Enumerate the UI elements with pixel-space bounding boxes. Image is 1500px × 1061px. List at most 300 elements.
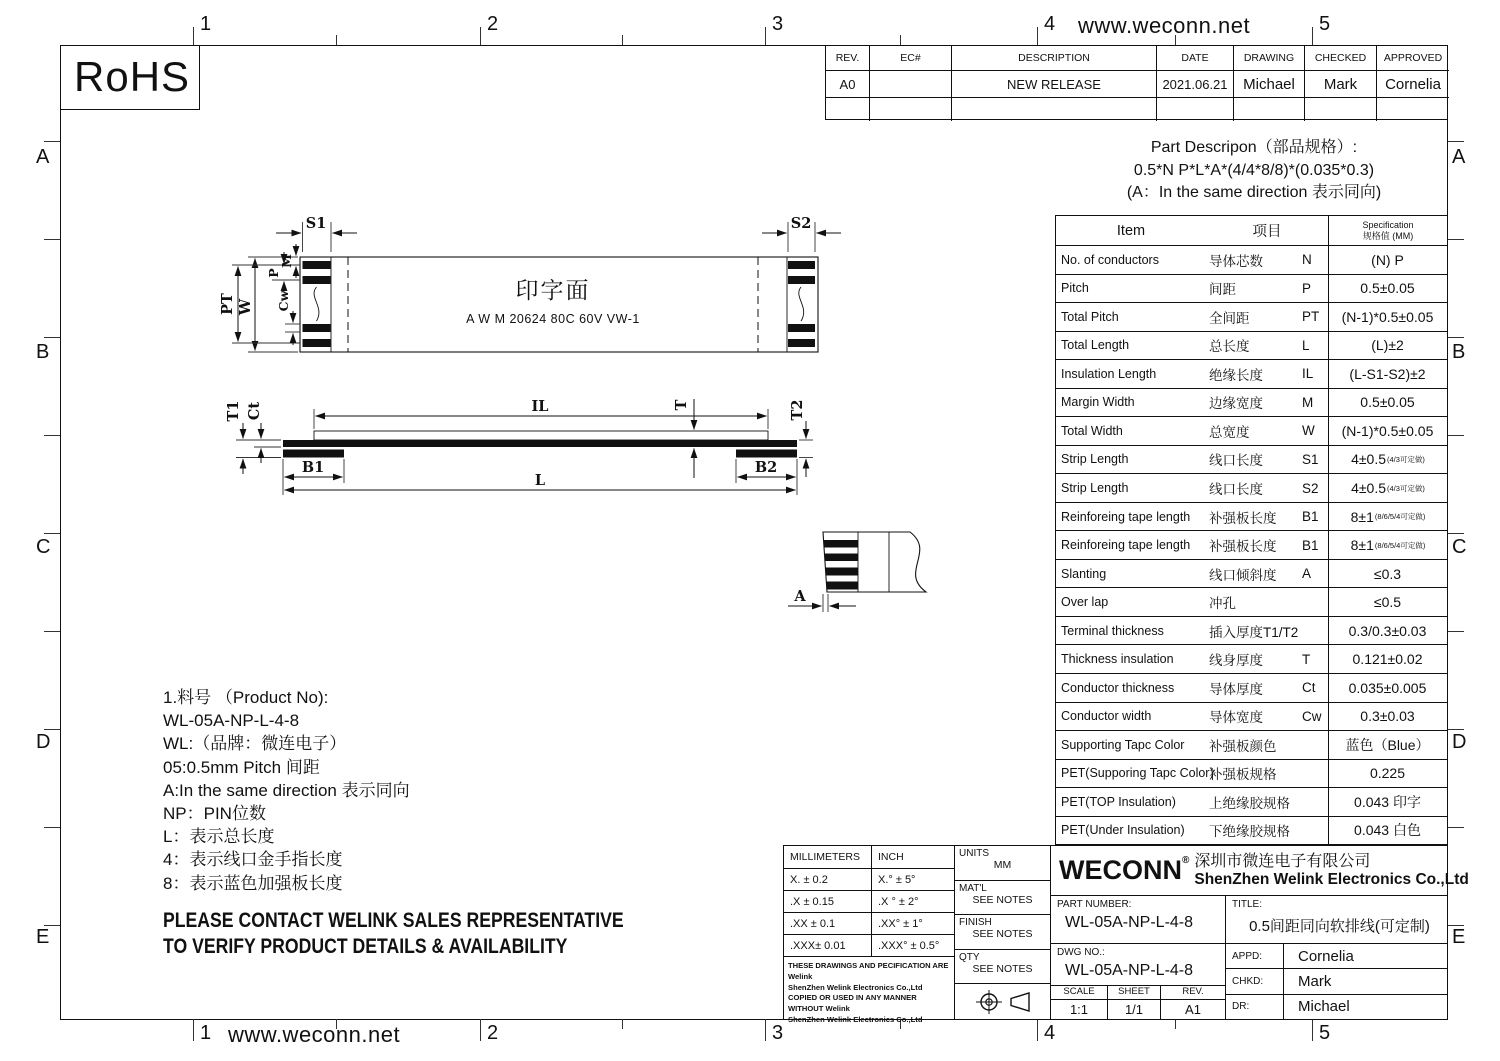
spec-table-row: [1056, 616, 1447, 645]
signature-column: [1226, 944, 1447, 1019]
grid-number-top: 2: [487, 13, 499, 35]
spec-item-value: [1328, 446, 1447, 474]
grid-mid-tick: [336, 35, 337, 45]
spec-value-main: (L-S1-S2)±2: [1349, 365, 1426, 382]
rev-table-cell: [1304, 98, 1376, 121]
website-url-bottom: www.weconn.net: [228, 1022, 401, 1047]
spec-item-value: [1328, 360, 1447, 388]
spec-table-row: [1056, 245, 1447, 274]
tolerance-grid: [784, 846, 954, 957]
spec-item-value: [1328, 389, 1447, 417]
dim-b1-b2-l: [283, 459, 797, 495]
spec-item-cn: 绝缘长度: [1209, 367, 1263, 383]
info-column: [955, 845, 1050, 1020]
spec-table-row: [1056, 416, 1447, 445]
dwg-scale-column: [1051, 944, 1226, 1019]
scale-column: [1051, 986, 1108, 1019]
tolerance-table: [783, 845, 955, 1024]
spec-item-symbol: IL: [1302, 366, 1314, 382]
tolerance-header: MILLIMETERS: [784, 846, 871, 869]
spec-value-note: (4/3可定做): [1387, 483, 1425, 493]
spec-item-en: PET(Supporing Tapc Color): [1061, 766, 1214, 781]
rev-table-cell: [951, 98, 1156, 121]
spec-table-row: [1056, 274, 1447, 303]
spec-header-spec-line2: 规格值 (MM): [1362, 230, 1414, 241]
spec-item-cn: 上绝缘胶规格: [1209, 795, 1290, 811]
spec-value-main: 0.5±0.05: [1360, 394, 1415, 411]
grid-letter-tick: [44, 141, 60, 142]
spec-value-main: 0.043 印字: [1354, 793, 1421, 810]
dim-label-t1: T1: [225, 400, 242, 422]
spec-table-row: [1056, 587, 1447, 616]
grid-number-bottom: 1: [200, 1022, 212, 1044]
spec-item-en: Insulation Length: [1061, 366, 1157, 381]
spec-item-value: [1328, 703, 1447, 731]
grid-mid-tick: [900, 35, 901, 45]
spec-value-main: (N-1)*0.5±0.05: [1341, 308, 1434, 325]
product-note-line: 05:0.5mm Pitch 间距: [163, 757, 320, 777]
dim-label-t2: T2: [789, 399, 806, 421]
spec-item-en: Supporting Tapc Color: [1061, 737, 1185, 752]
spec-item-cn: 导体厚度: [1209, 681, 1263, 697]
rev-table-header: APPROVED: [1376, 46, 1449, 71]
spec-item-en: Reinforeing tape length: [1061, 538, 1191, 553]
grid-letter-tick: [44, 435, 60, 436]
spec-item-symbol: A: [1302, 566, 1312, 582]
spec-item-en: Total Pitch: [1061, 309, 1119, 324]
chkd-row: [1226, 969, 1447, 994]
spec-table-row: [1056, 702, 1447, 731]
spec-item-en: Over lap: [1061, 595, 1109, 610]
spec-table-row: [1056, 473, 1447, 502]
spec-item-en: Conductor thickness: [1061, 680, 1175, 695]
material-cell: [955, 881, 1050, 916]
grid-letter-tick: [1448, 631, 1464, 632]
spec-item-cn: 线口长度: [1209, 482, 1263, 498]
rev-table-cell: [869, 71, 951, 98]
spec-value-main: 0.3±0.03: [1360, 708, 1415, 725]
spec-item-value: [1328, 503, 1447, 531]
dim-label-w: W: [237, 298, 254, 316]
disclaimer-line: THESE DRAWINGS AND PECIFICATION ARE Welink: [788, 961, 949, 981]
grid-tick: [765, 1019, 766, 1041]
spec-table-row: [1056, 331, 1447, 360]
dim-label-b2: B2: [754, 459, 778, 476]
rev-table-cell: NEW RELEASE: [951, 71, 1156, 98]
finish-cell: [955, 915, 1050, 950]
grid-number-top: 4: [1044, 13, 1056, 35]
rev-table-header: CHECKED: [1304, 46, 1376, 71]
contact-line-2: TO VERIFY PRODUCT DETAILS & AVAILABILITY: [163, 935, 568, 958]
dim-il: [314, 398, 768, 429]
spec-header-spec-line1: Specification: [1362, 219, 1414, 230]
spec-item-cn: 补强板颜色: [1209, 738, 1277, 754]
spec-table-row: [1056, 816, 1447, 845]
grid-tick: [480, 1019, 481, 1041]
spec-item-en: No. of conductors: [1061, 252, 1159, 267]
spec-value-main: 0.043 白色: [1354, 822, 1421, 839]
spec-item-en: Total Length: [1061, 338, 1130, 353]
grid-letter-tick: [44, 533, 60, 534]
spec-value-main: ≤0.3: [1373, 565, 1402, 582]
registered-mark: ®: [1182, 855, 1190, 866]
spec-item-value: [1328, 817, 1447, 845]
spec-value-note: (8/6/5/4可定做): [1374, 512, 1426, 522]
chkd-value: Mark: [1298, 972, 1332, 990]
grid-letter-left: A: [36, 146, 50, 168]
grid-letter-tick: [1448, 925, 1464, 926]
title-value: 0.5间距同向软排线(可定制): [1249, 918, 1430, 935]
spec-item-en: PET(TOP Insulation): [1061, 794, 1176, 809]
appd-row: [1226, 944, 1447, 969]
spec-item-symbol: [1302, 588, 1328, 616]
grid-number-top: 1: [200, 13, 212, 35]
spec-table-row: [1056, 559, 1447, 588]
left-conductor-bars: [303, 261, 331, 347]
title-block: [1050, 845, 1469, 1020]
spec-item-cn: 冲孔: [1209, 596, 1236, 612]
product-note-line: 4：表示线口金手指长度: [163, 850, 343, 870]
spec-value-main: 0.225: [1369, 765, 1406, 782]
rev-table-cell: [869, 98, 951, 121]
product-note-line: A:In the same direction 表示同向: [163, 780, 410, 800]
spec-item-cn: 补强板规格: [1209, 767, 1277, 783]
spec-item-en: Margin Width: [1061, 395, 1135, 410]
grid-letter-tick: [1448, 435, 1464, 436]
spec-item-symbol: P: [1302, 280, 1312, 296]
grid-mid-tick: [622, 1019, 623, 1029]
spec-item-symbol: Cw: [1302, 708, 1322, 724]
spec-value-main: (L)±2: [1371, 337, 1404, 354]
scale-sheet-rev-table: [1051, 986, 1225, 1019]
spec-item-value: [1328, 617, 1447, 645]
grid-letter-left: B: [36, 341, 50, 363]
spec-item-en: Conductor width: [1061, 709, 1152, 724]
dwg-number-cell: [1051, 944, 1225, 986]
rev-table-cell: [1376, 98, 1449, 121]
tolerance-cell: .X ± 0.15: [784, 891, 871, 913]
spec-item-symbol: B1: [1302, 509, 1319, 525]
grid-letter-left: E: [36, 926, 50, 948]
spec-item-symbol: [1302, 817, 1328, 845]
units-value: MM: [993, 859, 1012, 871]
dim-label-m: M: [279, 254, 294, 268]
rev-table-header: DATE: [1156, 46, 1233, 71]
dr-row: [1226, 995, 1447, 1019]
spec-item-cn: 导体芯数: [1209, 253, 1263, 269]
grid-letter-tick: [1448, 337, 1464, 338]
product-note-line: WL-05A-NP-L-4-8: [163, 711, 300, 731]
spec-item-symbol: [1302, 731, 1328, 759]
spec-header-spec: [1328, 216, 1447, 245]
spec-item-value: [1328, 303, 1447, 331]
spec-value-main: 0.3/0.3±0.03: [1348, 622, 1427, 639]
spec-item-en: Strip Length: [1061, 452, 1129, 467]
grid-number-top: 3: [772, 13, 784, 35]
grid-tick: [1312, 27, 1313, 45]
product-note-line: 1.料号 （Product No):: [163, 688, 329, 707]
spec-item-value: [1328, 332, 1447, 360]
dim-label-l: L: [534, 472, 546, 489]
spec-item-symbol: L: [1302, 337, 1310, 353]
tolerance-cell: .X ° ± 2°: [871, 891, 955, 913]
title-cell: [1226, 896, 1447, 943]
dwg-number-label: DWG NO.:: [1057, 947, 1105, 958]
rev-column: [1161, 986, 1225, 1019]
product-note-line: WL:（品牌：微连电子）: [163, 734, 347, 754]
tolerance-cell: X.° ± 5°: [871, 869, 955, 891]
print-face-label: 印字面: [515, 277, 591, 303]
spec-item-symbol: Ct: [1302, 680, 1316, 696]
disclaimer-line: COPIED OR USED IN ANY MANNER WITHOUT Welink: [788, 993, 917, 1014]
grid-tick: [1037, 1019, 1038, 1041]
rev-table-header: DRAWING: [1233, 46, 1304, 71]
spec-item-value: [1328, 246, 1447, 274]
spec-header-item: Item: [1116, 222, 1146, 239]
grid-letter-tick: [1448, 141, 1464, 142]
spec-item-value: [1328, 531, 1447, 559]
spec-item-cn: 插入厚度T1/T2: [1209, 624, 1299, 640]
spec-table-row: [1056, 359, 1447, 388]
spec-item-value: [1328, 417, 1447, 445]
rev-table-header: DESCRIPTION: [951, 46, 1156, 71]
spec-item-en: Terminal thickness: [1061, 623, 1164, 638]
grid-letter-tick: [44, 729, 60, 730]
grid-number-bottom: 5: [1319, 1022, 1331, 1044]
qty-value: SEE NOTES: [972, 962, 1033, 975]
spec-item-en: PET(Under Insulation): [1061, 823, 1185, 838]
product-notes: [163, 686, 410, 895]
spec-item-value: [1328, 275, 1447, 303]
rohs-label: RoHS: [74, 53, 191, 100]
company-name-en: ShenZhen Welink Electronics Co.,Ltd: [1194, 870, 1469, 888]
grid-letter-right: A: [1452, 146, 1466, 168]
spec-item-cn: 边缘宽度: [1209, 396, 1263, 412]
spec-table-row: [1056, 502, 1447, 531]
spec-item-cn: 间距: [1209, 282, 1236, 298]
spec-table-row: [1056, 759, 1447, 788]
dim-t: [673, 399, 694, 478]
spec-item-cn: 全间距: [1209, 310, 1250, 326]
spec-item-symbol: N: [1302, 252, 1312, 268]
spec-item-cn: 线身厚度: [1209, 653, 1263, 669]
company-names: [1194, 853, 1468, 888]
drawing-info-row: [1051, 944, 1447, 1019]
grid-letter-tick: [1448, 729, 1464, 730]
company-header: [1051, 846, 1469, 896]
rev-table-header: REV.: [826, 46, 869, 71]
spec-value-main: 4±0.5: [1351, 480, 1386, 497]
spec-item-symbol: B1: [1302, 537, 1319, 553]
rev-table-cell: [826, 98, 869, 121]
rev-table-cell: Mark: [1304, 71, 1376, 98]
spec-item-cn: 线口长度: [1209, 453, 1263, 469]
dim-label-t: T: [673, 399, 690, 411]
spec-table-row: [1056, 388, 1447, 417]
spec-item-cn: 补强板长度: [1209, 539, 1277, 555]
rev-value: A1: [1185, 1002, 1201, 1017]
spec-item-value: [1328, 560, 1447, 588]
spec-item-cn: 下绝缘胶规格: [1209, 824, 1290, 840]
spec-value-note: (8/6/5/4可定做): [1374, 540, 1426, 550]
scale-label: SCALE: [1051, 986, 1107, 1000]
rev-table-cell: [1156, 98, 1233, 121]
grid-mid-tick: [1175, 1019, 1176, 1029]
spec-value-main: 4±0.5: [1351, 451, 1386, 468]
spec-table: [1055, 215, 1448, 845]
dwg-number-value: WL-05A-NP-L-4-8: [1065, 962, 1194, 979]
spec-item-value: [1328, 731, 1447, 759]
rev-label: REV.: [1161, 986, 1225, 1000]
grid-letter-tick: [1448, 239, 1464, 240]
part-description-line: Part Descripon（部品规格）:: [1150, 139, 1358, 156]
appd-label: APPD:: [1226, 944, 1284, 968]
product-note-line: NP：PIN位数: [163, 804, 266, 824]
dim-s2: [762, 215, 841, 252]
grid-number-bottom: 4: [1044, 1022, 1056, 1044]
spec-value-main: 8±1: [1350, 537, 1374, 554]
company-logo: [1051, 855, 1189, 886]
spec-table-row: [1056, 644, 1447, 673]
dim-label-pt: PT: [219, 293, 236, 315]
grid-letter-tick: [1448, 827, 1464, 828]
dr-label: DR:: [1226, 995, 1284, 1019]
dim-label-il: IL: [531, 398, 549, 415]
print-face-marking: [348, 272, 758, 326]
cable-side-view: [225, 398, 813, 495]
spec-item-cn: 总宽度: [1209, 424, 1250, 440]
rev-table-cell: Cornelia: [1376, 71, 1449, 98]
material-value: SEE NOTES: [972, 893, 1033, 906]
grid-letter-tick: [44, 239, 60, 240]
spec-item-value: [1328, 645, 1447, 673]
part-description-note: (A：In the same direction 表示同向): [1126, 184, 1382, 201]
spec-value-note: (4/3可定做): [1387, 454, 1425, 464]
grid-letter-left: D: [36, 731, 51, 753]
spec-item-en: Total Width: [1061, 423, 1123, 438]
rev-table-header: EC#: [869, 46, 951, 71]
dim-label-s1: S1: [305, 215, 327, 232]
tolerance-cell: X. ± 0.2: [784, 869, 871, 891]
sheet-label: SHEET: [1108, 986, 1160, 1000]
grid-letter-tick: [44, 827, 60, 828]
grid-letter-right: C: [1452, 536, 1467, 558]
spec-item-en: Strip Length: [1061, 481, 1129, 496]
grid-letter-tick: [1448, 533, 1464, 534]
spec-item-cn: 线口倾斜度: [1209, 567, 1277, 583]
part-number-title-row: [1051, 896, 1447, 944]
grid-tick: [1037, 27, 1038, 45]
spec-item-cn: 导体宽度: [1209, 710, 1263, 726]
spec-table-body: [1056, 245, 1447, 844]
qty-label: QTY: [959, 951, 980, 963]
tolerance-header: INCH: [871, 846, 955, 869]
spec-item-en: Pitch: [1061, 281, 1089, 296]
part-number-value: WL-05A-NP-L-4-8: [1065, 914, 1194, 931]
part-description-formula: 0.5*N P*L*A*(4/4*8/8)*(0.035*0.3): [1133, 161, 1375, 179]
grid-letter-right: B: [1452, 341, 1466, 363]
spec-value-main: (N) P: [1371, 251, 1404, 268]
qty-cell: [955, 950, 1050, 985]
rev-table-cell: 2021.06.21: [1156, 71, 1233, 98]
dim-label-p: P: [266, 268, 281, 278]
grid-letter-right: D: [1452, 731, 1467, 753]
grid-mid-tick: [622, 35, 623, 45]
spec-item-value: [1328, 474, 1447, 502]
tolerance-cell: .XXX° ± 0.5°: [871, 935, 955, 957]
dim-label-b1: B1: [301, 459, 325, 476]
rev-table-cell: [1233, 98, 1304, 121]
spec-item-value: [1328, 788, 1447, 816]
sheet-column: [1108, 986, 1161, 1019]
spec-item-en: Reinforeing tape length: [1061, 509, 1191, 524]
spec-item-symbol: PT: [1302, 309, 1320, 325]
spec-item-en: Thickness insulation: [1061, 652, 1174, 667]
spec-value-main: 0.035±0.005: [1348, 679, 1427, 696]
spec-header-cn: 项目: [1252, 224, 1282, 240]
part-number-cell: [1051, 896, 1226, 943]
spec-item-symbol: S2: [1302, 480, 1319, 496]
logo-text: WECONN: [1059, 855, 1182, 885]
grid-letter-tick: [44, 631, 60, 632]
dim-label-cw: Cw: [276, 290, 291, 312]
spec-item-symbol: M: [1302, 394, 1314, 410]
tolerance-cell: .XXX± 0.01: [784, 935, 871, 957]
dim-cw: [276, 289, 300, 345]
dim-t1-ct: [225, 401, 281, 474]
spec-item-en: Slanting: [1061, 566, 1107, 581]
tolerance-cell: .XX° ± 1°: [871, 913, 955, 935]
spec-table-row: [1056, 302, 1447, 331]
tolerance-cell: .XX ± 0.1: [784, 913, 871, 935]
part-description: [1060, 137, 1448, 205]
grid-number-bottom: 2: [487, 1022, 499, 1044]
grid-number-bottom: 3: [772, 1022, 784, 1044]
spec-item-symbol: T: [1302, 651, 1311, 667]
dim-m: [279, 244, 296, 278]
dim-s1: [276, 215, 357, 252]
spec-table-row: [1056, 445, 1447, 474]
spec-item-symbol: [1302, 617, 1328, 645]
spec-value-main: 蓝色（Blue）: [1345, 736, 1430, 753]
spec-table-row: [1056, 730, 1447, 759]
units-cell: [955, 846, 1050, 881]
appd-value: Cornelia: [1298, 947, 1354, 965]
title-label: TITLE:: [1232, 899, 1263, 910]
spec-value-main: (N-1)*0.5±0.05: [1341, 422, 1434, 439]
grid-letter-left: C: [36, 536, 51, 558]
dim-label-a: A: [794, 588, 806, 605]
sheet-value: 1/1: [1124, 1002, 1144, 1017]
rev-table-cell: A0: [826, 71, 869, 98]
spec-item-symbol: S1: [1302, 451, 1319, 467]
spec-item-value: [1328, 674, 1447, 702]
material-label: MAT'L: [959, 882, 987, 894]
contact-notice: [163, 908, 624, 960]
spec-table-row: [1056, 673, 1447, 702]
rohs-badge: [60, 45, 200, 110]
dim-label-ct: Ct: [246, 401, 263, 421]
spec-table-header: [1056, 216, 1447, 245]
spec-value-main: 0.121±0.02: [1352, 651, 1423, 668]
chkd-label: CHKD:: [1226, 969, 1284, 993]
grid-number-top: 5: [1319, 13, 1331, 35]
spec-item-cn: 补强板长度: [1209, 510, 1277, 526]
spec-item-symbol: [1302, 788, 1328, 816]
contact-line-1: PLEASE CONTACT WELINK SALES REPRESENTATIVE: [163, 909, 624, 932]
rev-table-cell: Michael: [1233, 71, 1304, 98]
spec-item-cn: 总长度: [1209, 339, 1250, 355]
